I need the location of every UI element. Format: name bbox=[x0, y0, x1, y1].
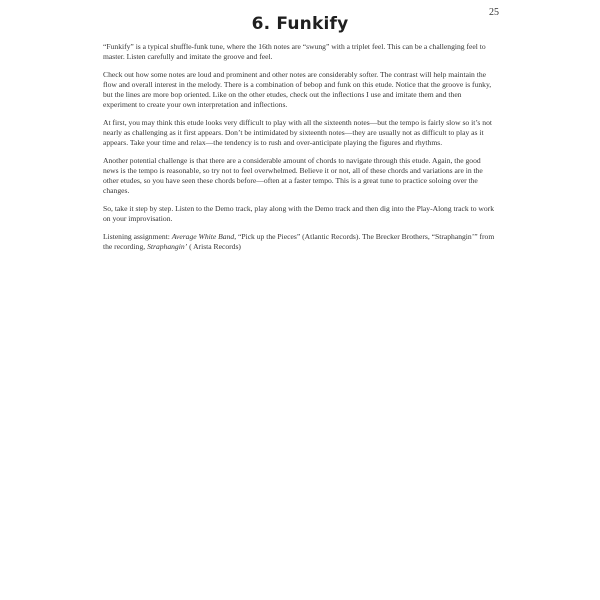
paragraph-sixteenth-notes: At first, you may think this etude looks very difficult to play with all the sixteenth notes—but the tempo is fairly slow so it’s not nearly as challenging as it first appears. Don’t be intimidated by sixteenth notes—they are usually not as difficult to play as it appears. Take your time and relax—the tendency is to rush and over-anticipate playing the figures and rhythms. bbox=[103, 118, 492, 147]
paragraph-chords: Another potential challenge is that there are a considerable amount of chords to navigate through this etude. Again, the good news is the tempo is reasonable, so try not to feel overwhelmed. Believe it or not, all of these chords and variations are in the other etudes, so you have seen these chords before—often at a faster tempo. This is a great tune to practice soloing over the changes. bbox=[103, 156, 483, 195]
page-number: 25 bbox=[489, 7, 499, 18]
listening-album: Straphangin’ bbox=[147, 242, 188, 251]
listening-details: , “Pick up the Pieces” (Atlantic Records). The Brecker Brothers, “Straphangin’” from the recording, bbox=[103, 232, 495, 251]
paragraph-dynamics: Check out how some notes are loud and prominent and other notes are considerably softer. The contrast will help maintain the flow and overall interest in the melody. There is a combination of bebop and funk on this etude. Notice that the groove is funky, but the lines are more bop oriented. Like on the other etudes, check out the inflections I use and imitate them and then experiment to create your own interpretation and inflections. bbox=[103, 70, 492, 109]
paragraph-listening-assignment bbox=[103, 232, 495, 252]
listening-artist: Average White Band bbox=[171, 232, 235, 241]
body-text bbox=[103, 42, 495, 260]
listening-label: ( Arista Records) bbox=[187, 242, 241, 251]
listening-lead: Listening assignment: bbox=[103, 232, 172, 241]
page-title: 6. Funkify bbox=[251, 14, 349, 34]
paragraph-step-by-step: So, take it step by step. Listen to the Demo track, play along with the Demo track and then dig into the Play-Along track to work on your improvisation. bbox=[103, 204, 494, 223]
paragraph-intro: “Funkify” is a typical shuffle-funk tune, where the 16th notes are “swung” with a triplet feel. This can be a challenging feel to master. Listen carefully and imitate the groove and feel. bbox=[103, 42, 486, 61]
